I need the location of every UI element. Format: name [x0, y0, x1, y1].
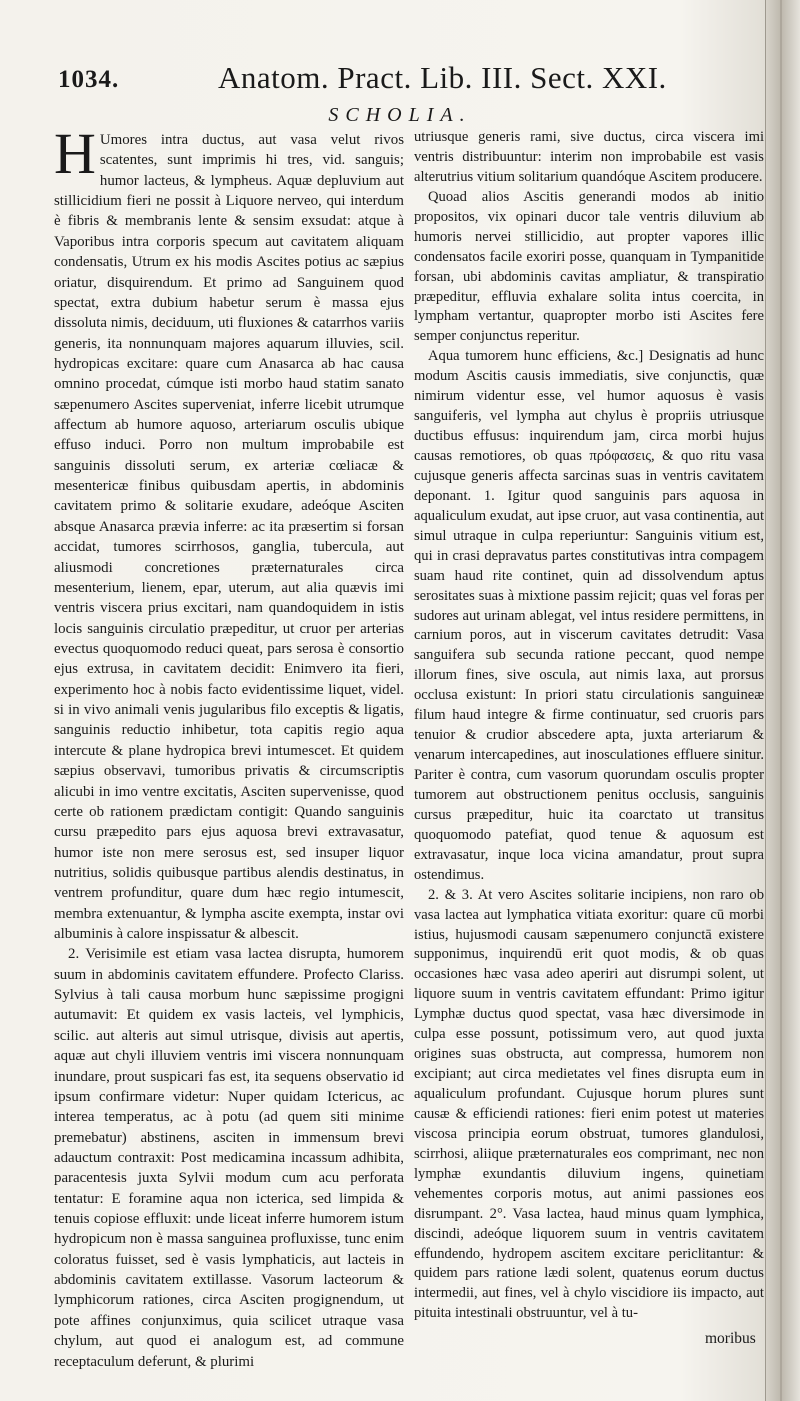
section-label: SCHOLIA. — [328, 104, 472, 126]
paragraph: 2. Verisimile est etiam vasa lactea disrupta, humorem suum in abdominis cavitatem effundere. Profecto Clariss. Sylvius à tali causa morbum hunc sæpissime progigni autumavit: Et quidem ex vasis lacteis, vel lymphicis, scilic. aut alteris aut simul utrisque, divisis aut apertis, aquæ aut chyli illuviem ventris imi viscera nonnunquam inundare, prout suspicari fas est, ita sequens observatio id ipsum confirmare videtur: Nuper quidam Ictericus, ac interea temperatus, ac à potu (ad quem siti minime premebatur) abstinens, asciten in immensum brevi adauctum contraxit: Post medicamina incassum adhibita, paracentesis juxta Sylvii modum cum acu perforata tentatur: E foramine aqua non icterica, sed limpida & tenuis copiose effluxit: unde liceat inferre humorem istum hydropicum non è massa sanguinea profluxisse, tunc enim coloratus fuisset, sed è vasis lymphaticis, aut lacteis in abdominis cavitatem extillasse. Vasorum lacteorum & lymphicorum rationes, circa Asciten progignendum, ut pote affines conjunximus, quia scilicet utraque vasa chylum, aut quod ei analogum est, ad commune receptaculum deferunt, & plurimi — [54, 946, 404, 1370]
paragraph: utriusque generis rami, sive ductus, circa viscera imi ventris distribuuntur: interim non improbabile est vasis alterutrius vitium solitarium quandóque Ascitem producere. — [414, 129, 764, 185]
drop-cap: H — [54, 121, 96, 186]
paragraph — [54, 121, 404, 944]
paragraph: Aqua tumorem hunc efficiens, &c.] Designatis ad hunc modum Ascitis causis immediatis, sive conjunctis, quæ nimirum videntur esse, vel humor aquosus è vasis sanguiferis, vel lympha aut chylus è propriis utriusque ductibus effusus: inquirendum jam, circa morbi hujus causas remotiores, ob quas πρόφασεις, & quo ritu vasa cujusque generis affecta sarcinas suas in ventris cavitatem deponant. 1. Igitur quod sanguinis pars aquosa in aqualiculum exudat, aut ipse cruor, aut vasa continentia, aut simul utraque in culpa reperiuntur: Sanguinis vitium est, qui in crasi depravatus partes constitutivas intra compagem suam haud rite continet, quin ad dissolvendum aptus serositates suas à mixtione passim rejicit; quas vel foras per sudores aut urinam ablegat, vel intus residere permittens, in carnium poros, aut in viscerum cavitates detrudit: Vasa sanguifera sub secunda ratione peccant, quod nempe illorum fines, sive oscula, aut nimis laxa, aut prorsus occlusa existunt: In priori statu circulationis sanguineæ filum haud integre & firme continuatur, sed cruoris pars tenuior & crudior abscedere apta, juxta arteriarum & venarum intercapedines, aut inosculationes effluere sinitur. Pariter è contra, cum vasorum quorundam osculis propter tumorem aut obstructionem penitus occlusis, sanguinis cursus præpeditur, huic ita coarctato ut transitus quoquomodo patefiat, quod tenue & aquosum est extravasatur, inque loca vicina amandatur, prout supra ostendimus. — [414, 348, 764, 883]
paragraph: 2. & 3. At vero Ascites solitarie incipiens, non raro ob vasa lactea aut lymphatica vitiata exoritur: quare cū morbi istius, hujusmodi causam sæpenumero conjunctā existere supponimus, inquirendū erit quot modis, & ob quas occasiones hæc vasa adeo aperiri aut disrumpi solent, ut liquore suum in ventris cavitatem effundant: Primo igitur Lymphæ ductus quod spectat, vasa hæc diversimode in culpa esse possunt, potissimum vero, aut quod juxta origines suas obstructa, aut compressa, humorem non excipiant; aut circa medietates vel fines disrupta eum in aqualiculum profundant. Cujusque horum plures sunt causæ & efficiendi rationes: fieri enim potest ut materies viscosa principia eorum obstruat, tumores glandulosi, scirrhosi, aliique præternaturales eos comprimant, nec non lymphæ exundantis diluvium ingens, quinetiam vehementes corporis motus, aut animi passiones eos disrumpant. 2°. Vasa lactea, haud minus quam lymphica, discindi, adeóque liquorem suum in ventris cavitatem effundendo, hydropem ascitem excitare periclitantur: & quidem pars ratione lædi solent, quatenus eorum ductus intermedii, aut fines, vel à chylo viscidiore iis impacto, aut pituita intestinali obstruuntur, vel à tu- — [414, 886, 764, 1322]
running-head — [58, 60, 763, 100]
paragraph: Quoad alios Ascitis generandi modos ab initio propositos, vix opinari ducor tale ventris diluvium ab humoris nervei stillicidio, aut propter vapores illic condensatos facile exoriri posse, quanquam in Tympanitide forsan, ubi abdominis cavitas ampliatur, & transpiratio præpeditur, effluvia exhalare solita intus coercita, in lympham vertantur, quapropter morbo isti Ascites fere semper conjunctus reperitur. — [414, 188, 764, 345]
running-title: Anatom. Pract. Lib. III. Sect. XXI. — [218, 60, 667, 95]
paragraph-text: Umores intra ductus, aut vasa velut rivos scatentes, sunt imprimis hi tres, vid. sanguis; humor lacteus, & lympheus. Aquæ depluvium aut stillicidium fieri ne possit à Liquore nerveo, qui interdum è fibris & membranis lente & sensim exsudat: atque à Vaporibus intra corporis specum aut cavitatem aliquam condensatis, Utrum ex his modis Ascites potius ac sæpius oriatur, disquirendum. Et primo ad Sanguinem quod spectat, extra dubium habetur serum è massa ejus dissoluta nimis, deciduum, uti fluxiones & catarrhos variis generis, ita nonnunquam majores aquarum illuvies, scil. hydropicas excitare: quare cum Anasarca ab hac causa omnino procedat, cúmque isti morbo haud statim sanato sæpenumero Ascites superveniat, inferre licebit utrumque affectum ab humore aquoso, arteriarum osculis ubique effuso induci. Porro non multum improbabile est sanguinis dissoluti serum, ex arteriæ cœliacæ & mesentericæ finibus quibusdam apertis, in abdominis cavitatem primo & solitarie exudare, adeóque Asciten absque Anasarca prævia inferre: ac ita præsertim si forsan accidat, tumores scirrhosos, ganglia, tubercula, aut aliusmodi concretiones præternaturales circa mesenterium, lienem, epar, uterum, aut alia quævis imi ventris viscera prius excitari, nam quandoquidem in istis locis sanguinis circulatio præpeditur, ut cruor per arterias evectus quoquomodo reduci queat, pars serosa è consortio ejus extrusa, in cavitatem decidit: Enimvero ita fieri, experimento hoc à nobis facto evidentissime liquet, videl. si in vivo animali venis jugularibus filo exceptis & ligatis, sanguinis reductio inhibetur, tota capitis regio aqua intercute & plane hydropica brevi intumescet. Et quidem sæpius observavi, tumoribus privatis & circumscriptis alicubi in imo ventre excitatis, Asciten supervenisse, quod certe ob rationem prædictam contigit: Quando sanguinis cursu præpedito pars ejus aquosa brevi extravasatur, humor iste non mere serosus est, sed insuper liquor nutritius, solidis quibusque partibus alendis destinatus, in ventrem profunditur, quare dum hæc regio intumescit, membra extenuantur, & lympha ascite exempta, instar ovi albuminis à calore inspissatur & albescit. — [54, 132, 404, 943]
page-fore-edge — [765, 0, 800, 1401]
left-column — [54, 121, 404, 1372]
right-column — [414, 128, 764, 1324]
page-number: 1034. — [58, 66, 120, 93]
catchword: moribus — [705, 1330, 756, 1347]
